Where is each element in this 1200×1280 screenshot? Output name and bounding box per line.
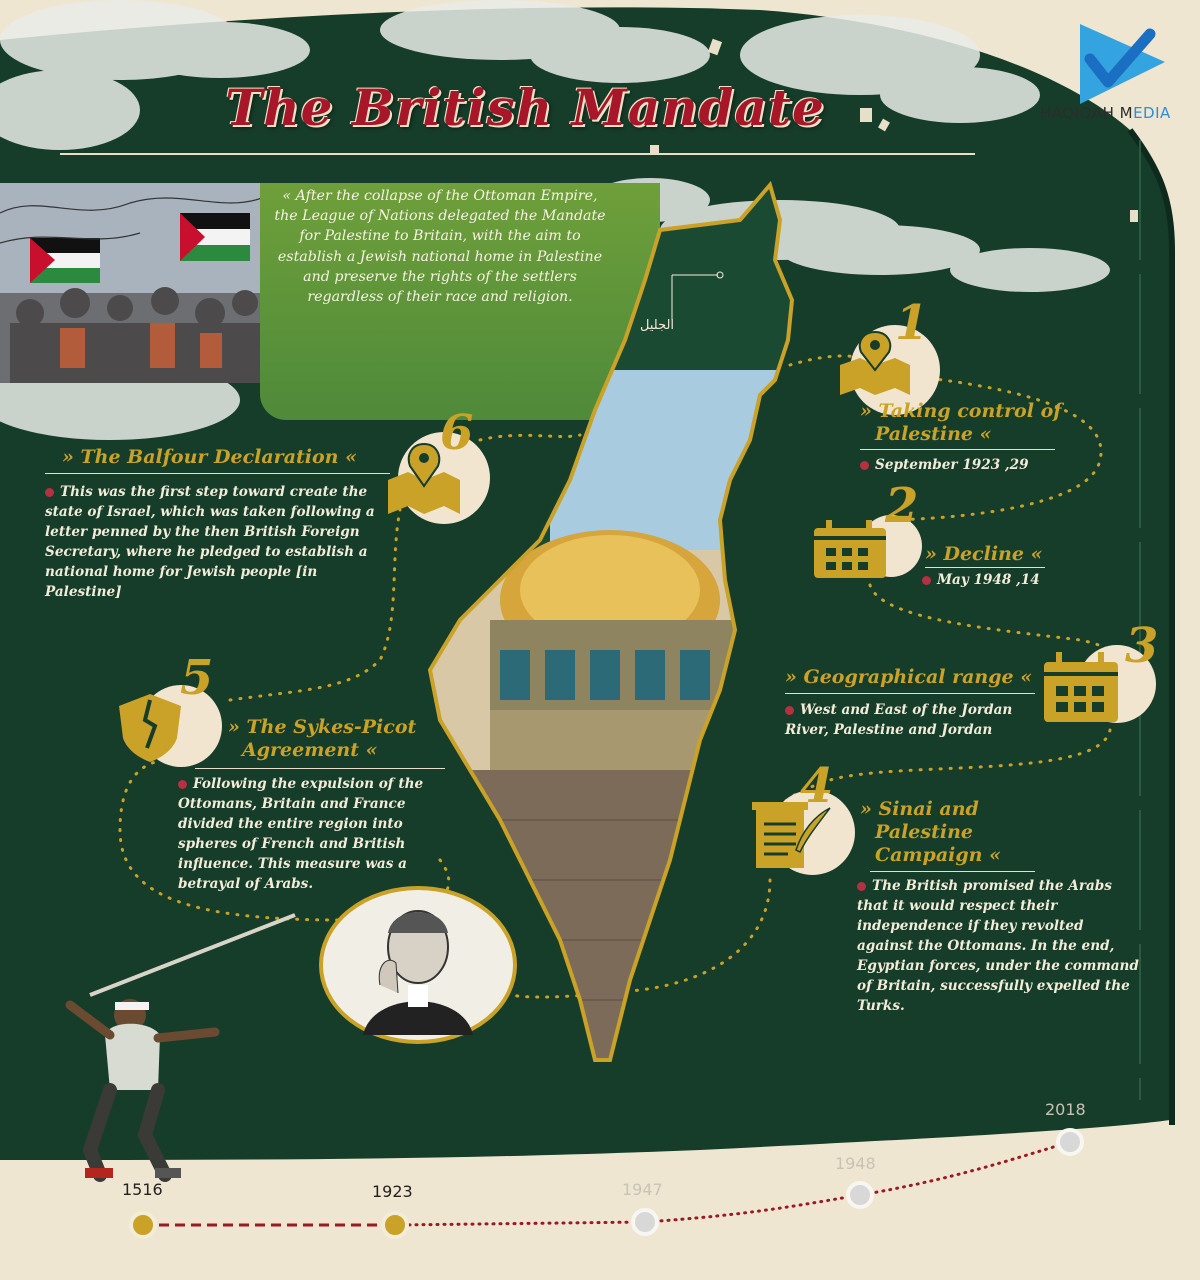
brand-name-part2: EDIA	[1133, 104, 1171, 122]
section-5-text: Following the expulsion of the Ottomans, Britain and France divided the entire region into spheres of French and British influence. This measure was a betrayal of Arabs.	[178, 776, 424, 892]
section-2-heading: » Decline «	[925, 543, 1043, 565]
section-4-heading	[860, 798, 1080, 867]
section-1-heading	[860, 400, 1090, 446]
timeline-year-1947: 1947	[622, 1180, 663, 1199]
section-2-detail	[922, 570, 1102, 590]
timeline-year-1516: 1516	[122, 1180, 163, 1199]
protest-photo	[0, 183, 262, 383]
section-3-rule	[785, 693, 1035, 694]
section-1-heading-line1: » Taking control of	[860, 400, 1062, 422]
page-title: The British Mandate	[225, 78, 825, 137]
bullet-dot	[45, 488, 54, 497]
section-6-detail	[45, 482, 390, 602]
bullet-dot	[860, 461, 869, 470]
balfour-portrait	[318, 885, 518, 1045]
section-2-rule	[925, 567, 1045, 568]
section-1-number: 1	[895, 295, 929, 351]
calendar-icon	[812, 520, 892, 580]
map-label-galilee: الجليل	[640, 318, 675, 333]
section-5-heading	[228, 716, 458, 762]
brand-name-part1: HAQIQAH M	[1040, 104, 1134, 122]
section-6-heading: » The Balfour Declaration «	[62, 446, 357, 468]
section-4-heading-line3: Campaign «	[875, 844, 1001, 866]
section-3-text: West and East of the Jordan River, Palestine and Jordan	[785, 702, 1013, 738]
bullet-dot	[785, 706, 794, 715]
section-1-detail	[860, 455, 1070, 475]
timeline-year-2018: 2018	[1045, 1100, 1086, 1119]
section-1-rule	[860, 449, 1055, 450]
section-4-detail	[857, 876, 1142, 1016]
section-3-detail	[785, 700, 1035, 740]
brand-name	[1040, 104, 1200, 122]
section-1-heading-line2: Palestine «	[875, 423, 992, 445]
timeline-year-1948: 1948	[835, 1154, 876, 1173]
bullet-dot	[178, 780, 187, 789]
bullet-dot	[922, 576, 931, 585]
section-5-number: 5	[180, 650, 214, 706]
section-5-heading-line2: Agreement «	[242, 739, 378, 761]
section-5-detail	[178, 774, 463, 894]
section-2-number: 2	[885, 478, 919, 534]
intro-text: « After the collapse of the Ottoman Empire, the League of Nations delegated the Mandate for Palestine to Britain, with the aim to establish a Jewish national home in Palestine and preserve the rights of the settlers regardless of their race and religion.	[274, 188, 606, 306]
section-6-number: 6	[440, 405, 474, 461]
section-5-rule	[195, 768, 445, 769]
section-3-heading: » Geographical range «	[785, 666, 1033, 688]
section-1-date: September 1923 ,29	[875, 457, 1029, 473]
section-4-rule	[870, 871, 1035, 872]
section-6-text: This was the first step toward create the state of Israel, which was taken following a letter penned by the then British Foreign Secretary, where he pledged to establish a national home for Jewish people [in Palestine]	[45, 484, 375, 600]
broken-shield-icon	[115, 692, 185, 764]
title-divider	[60, 153, 975, 155]
section-4-heading-line2: Palestine	[875, 821, 973, 843]
timeline-year-1923: 1923	[372, 1182, 413, 1201]
section-4-text: The British promised the Arabs that it would respect their independence if they revolted against the Ottomans. In the end, Egyptian forces, under the command of Britain, successfully expelled the Turks.	[857, 878, 1139, 1014]
section-6-rule	[45, 473, 390, 474]
section-4-number: 4	[800, 758, 834, 814]
section-4-heading-line1: » Sinai and	[860, 798, 979, 820]
section-5-heading-line1: » The Sykes-Picot	[228, 716, 417, 738]
section-2-date: May 1948 ,14	[937, 572, 1040, 588]
bullet-dot	[857, 882, 866, 891]
section-3-number: 3	[1125, 618, 1159, 674]
timeline-track	[0, 1080, 1200, 1280]
